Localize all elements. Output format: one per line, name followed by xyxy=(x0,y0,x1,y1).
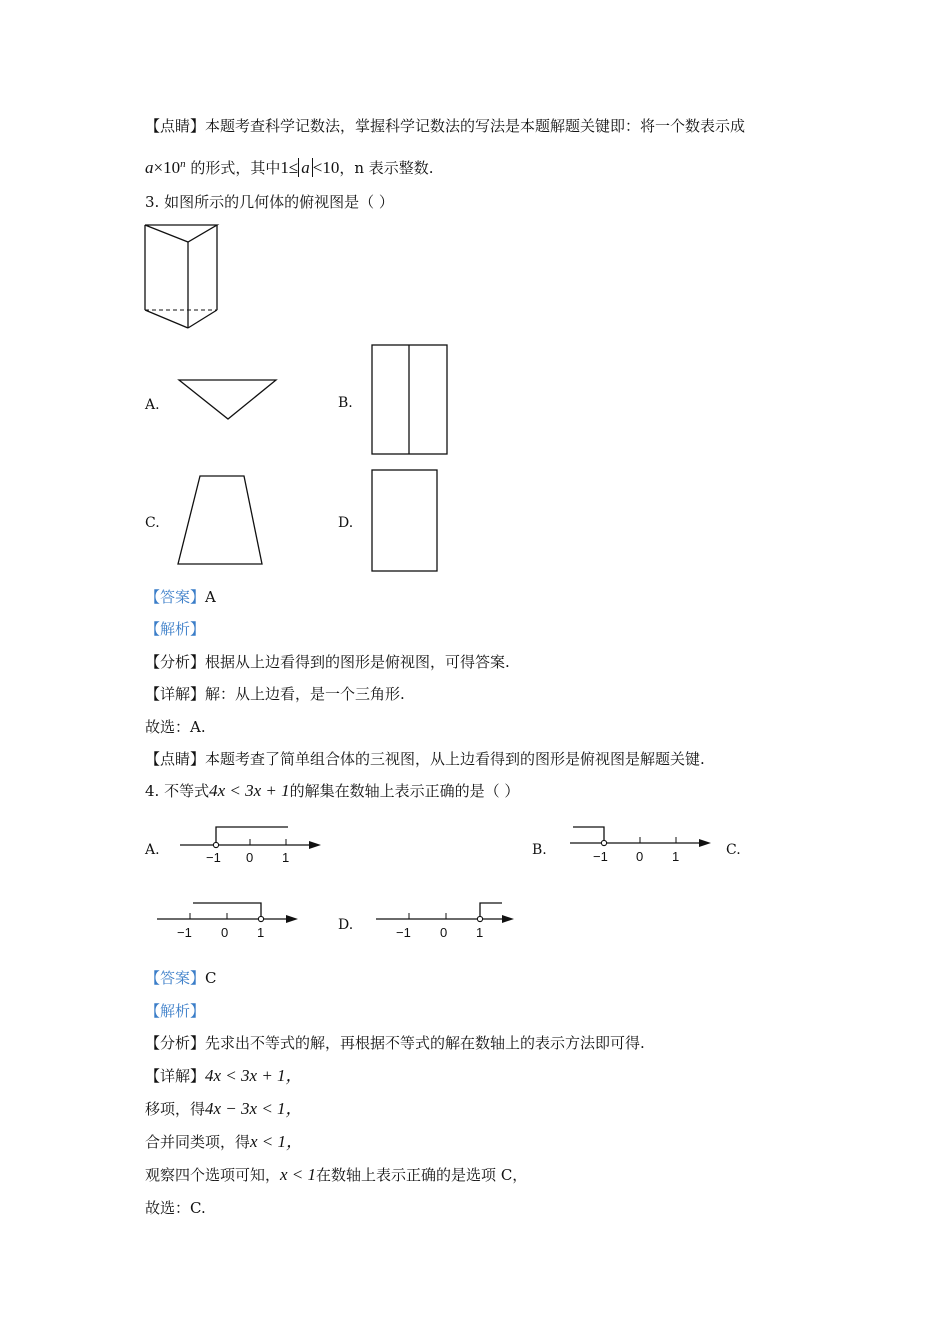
q3-analysis-tag: 【解析】 xyxy=(145,620,206,638)
q2-comment-line-1 xyxy=(145,116,745,136)
q4-option-a-label: A. xyxy=(145,842,160,858)
dianjing-tag: 【点睛】 xyxy=(145,750,206,768)
q4-stem-post: 的解集在数轴上表示正确的是（ ） xyxy=(289,782,520,800)
tick-neg1: −1 xyxy=(593,849,608,864)
q4-option-a-numberline xyxy=(178,822,323,867)
q4-xiangjie-line xyxy=(145,1066,303,1086)
step4-math: x < 1 xyxy=(280,1165,317,1184)
triangular-prism-figure xyxy=(140,220,220,335)
dianjing-tag: 【点睛】 xyxy=(145,117,206,135)
q4-ineq-lhs: 4x xyxy=(209,781,226,800)
q4-option-c-label: C. xyxy=(726,842,741,858)
dianjing-text: 本题考查了简单组合体的三视图，从上边看得到的图形是俯视图是解题关键. xyxy=(205,750,705,768)
tick-0: 0 xyxy=(221,925,229,940)
answer-tag: 【答案】 xyxy=(145,969,206,987)
answer-value: A xyxy=(205,588,216,606)
step1-math: 4x < 3x + 1， xyxy=(205,1066,303,1085)
step4-post: 在数轴上表示正确的是选项 C， xyxy=(316,1166,528,1184)
q3-option-b-label: B. xyxy=(338,395,353,411)
xiangjie-tag: 【详解】 xyxy=(145,685,206,703)
q4-stem xyxy=(145,781,519,801)
q4-option-b-label: B. xyxy=(532,842,547,858)
step3-math: x < 1， xyxy=(250,1132,304,1151)
q2-comment-line-2 xyxy=(145,154,434,178)
tick-neg1: −1 xyxy=(206,850,221,865)
cond-upper: <10 xyxy=(312,158,340,177)
q3-option-d-label: D. xyxy=(338,515,354,531)
q3-option-c-label: C. xyxy=(145,515,160,531)
q3-option-d-rect xyxy=(371,469,439,573)
tick-1: 1 xyxy=(282,850,290,865)
xiangjie-text: 解：从上边看，是一个三角形. xyxy=(205,685,405,703)
q3-choose: 故选：A. xyxy=(145,718,206,736)
q4-option-b-numberline xyxy=(568,822,713,867)
q4-analysis-tag: 【解析】 xyxy=(145,1002,206,1020)
xiangjie-tag: 【详解】 xyxy=(145,1067,206,1085)
tick-0: 0 xyxy=(636,849,644,864)
q3-option-a-triangle xyxy=(178,379,278,421)
q4-ineq-rhs: < 3x + 1 xyxy=(225,781,290,800)
prism-bottom-left xyxy=(145,310,188,328)
text-form: 的形式，其中 xyxy=(190,159,281,177)
fenxi-tag: 【分析】 xyxy=(145,1034,206,1052)
tick-neg1: −1 xyxy=(177,925,192,940)
text-n-integer: ，n 表示整数. xyxy=(339,159,434,177)
step4-pre: 观察四个选项可知， xyxy=(145,1166,281,1184)
tick-1: 1 xyxy=(257,925,265,940)
cond-abs-a: a xyxy=(298,158,313,177)
q3-answer-line xyxy=(145,587,216,607)
tick-neg1: −1 xyxy=(396,925,411,940)
prism-top-triangle xyxy=(145,225,217,242)
dianjing-text: 本题考查科学记数法，掌握科学记数法的写法是本题解题关键即：将一个数表示成 xyxy=(205,117,746,135)
cond-lower: 1≤ xyxy=(280,158,299,177)
fenxi-tag: 【分析】 xyxy=(145,653,206,671)
q4-choose: 故选：C. xyxy=(145,1199,206,1217)
q4-fenxi-line xyxy=(145,1033,645,1053)
q4-step4-line xyxy=(145,1165,527,1185)
q3-option-a-label: A. xyxy=(145,397,160,413)
answer-value: C xyxy=(205,969,217,987)
q4-answer-line xyxy=(145,968,217,988)
q3-dianjing-line xyxy=(145,749,705,769)
q4-stem-pre: 4. 不等式 xyxy=(145,782,210,800)
q3-xiangjie-line xyxy=(145,684,405,704)
q4-option-c-numberline xyxy=(155,898,300,943)
fenxi-text: 根据从上边看得到的图形是俯视图，可得答案. xyxy=(205,653,510,671)
formula-exponent: n xyxy=(180,158,186,170)
step3-text: 合并同类项，得 xyxy=(145,1133,251,1151)
q4-step2-line xyxy=(145,1099,303,1119)
fenxi-text: 先求出不等式的解，再根据不等式的解在数轴上的表示方法即可得. xyxy=(205,1034,645,1052)
q4-option-d-numberline xyxy=(374,898,519,943)
q4-option-d-label: D. xyxy=(338,917,354,933)
tick-0: 0 xyxy=(246,850,254,865)
tick-0: 0 xyxy=(440,925,448,940)
formula-times-ten: ×10 xyxy=(153,158,181,177)
q3-stem: 3. 如图所示的几何体的俯视图是（ ） xyxy=(145,193,394,211)
step2-text: 移项，得 xyxy=(145,1100,206,1118)
prism-bottom-right xyxy=(188,310,217,328)
q3-fenxi-line xyxy=(145,652,510,672)
tick-1: 1 xyxy=(672,849,680,864)
q3-option-c-trapezoid xyxy=(177,475,265,567)
q3-option-b-rect-divided xyxy=(371,344,449,456)
answer-tag: 【答案】 xyxy=(145,588,206,606)
step2-math: 4x − 3x < 1， xyxy=(205,1099,303,1118)
q4-step3-line xyxy=(145,1132,303,1152)
formula-a: a xyxy=(145,158,154,177)
tick-1: 1 xyxy=(476,925,484,940)
